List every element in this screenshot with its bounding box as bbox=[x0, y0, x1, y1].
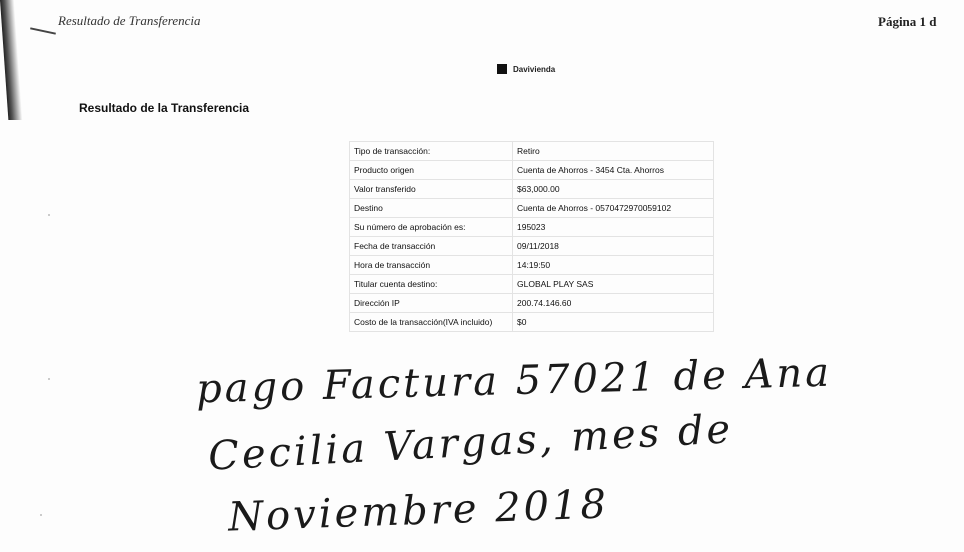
row-value: 195023 bbox=[513, 218, 714, 237]
scan-speck bbox=[48, 378, 50, 380]
row-label: Dirección IP bbox=[350, 294, 513, 313]
row-label: Hora de transacción bbox=[350, 256, 513, 275]
row-value: $63,000.00 bbox=[513, 180, 714, 199]
table-row bbox=[350, 199, 714, 218]
page-number: Página 1 d bbox=[878, 14, 937, 29]
row-value: Retiro bbox=[513, 142, 714, 161]
table-row bbox=[350, 180, 714, 199]
row-label: Costo de la transacción(IVA incluido) bbox=[350, 313, 513, 332]
handwritten-note-line-1: pago Factura 57021 de Ana bbox=[195, 349, 833, 413]
row-label: Titular cuenta destino: bbox=[350, 275, 513, 294]
table-row bbox=[350, 294, 714, 313]
row-value: 14:19:50 bbox=[513, 256, 714, 275]
row-value: Cuenta de Ahorros - 3454 Cta. Ahorros bbox=[513, 161, 714, 180]
header-decoration bbox=[30, 27, 56, 34]
row-label: Destino bbox=[350, 199, 513, 218]
row-value: 200.74.146.60 bbox=[513, 294, 714, 313]
transfer-details-table bbox=[349, 141, 714, 332]
row-value: 09/11/2018 bbox=[513, 237, 714, 256]
row-label: Fecha de transacción bbox=[350, 237, 513, 256]
bank-brand bbox=[497, 64, 555, 74]
table-row bbox=[350, 161, 714, 180]
table-row bbox=[350, 142, 714, 161]
header-title: Resultado de Transferencia bbox=[58, 13, 201, 28]
table-row bbox=[350, 218, 714, 237]
scan-speck bbox=[48, 214, 50, 216]
handwritten-note-line-2: Cecilia Vargas, mes de bbox=[207, 406, 735, 480]
davivienda-logo-icon bbox=[497, 64, 507, 74]
row-value: GLOBAL PLAY SAS bbox=[513, 275, 714, 294]
row-label: Su número de aprobación es: bbox=[350, 218, 513, 237]
row-value: $0 bbox=[513, 313, 714, 332]
handwritten-note-line-3: Noviembre 2018 bbox=[227, 481, 610, 541]
table-row bbox=[350, 275, 714, 294]
bank-name: Davivienda bbox=[513, 64, 556, 74]
row-label: Valor transferido bbox=[350, 180, 513, 199]
table-row bbox=[350, 256, 714, 275]
row-label: Producto origen bbox=[350, 161, 513, 180]
table-row bbox=[350, 313, 714, 332]
row-value: Cuenta de Ahorros - 0570472970059102 bbox=[513, 199, 714, 218]
section-title: Resultado de la Transferencia bbox=[79, 101, 250, 115]
row-label: Tipo de transacción: bbox=[350, 142, 513, 161]
table-row bbox=[350, 237, 714, 256]
scan-speck bbox=[40, 514, 42, 516]
scan-edge-shadow bbox=[0, 0, 22, 120]
